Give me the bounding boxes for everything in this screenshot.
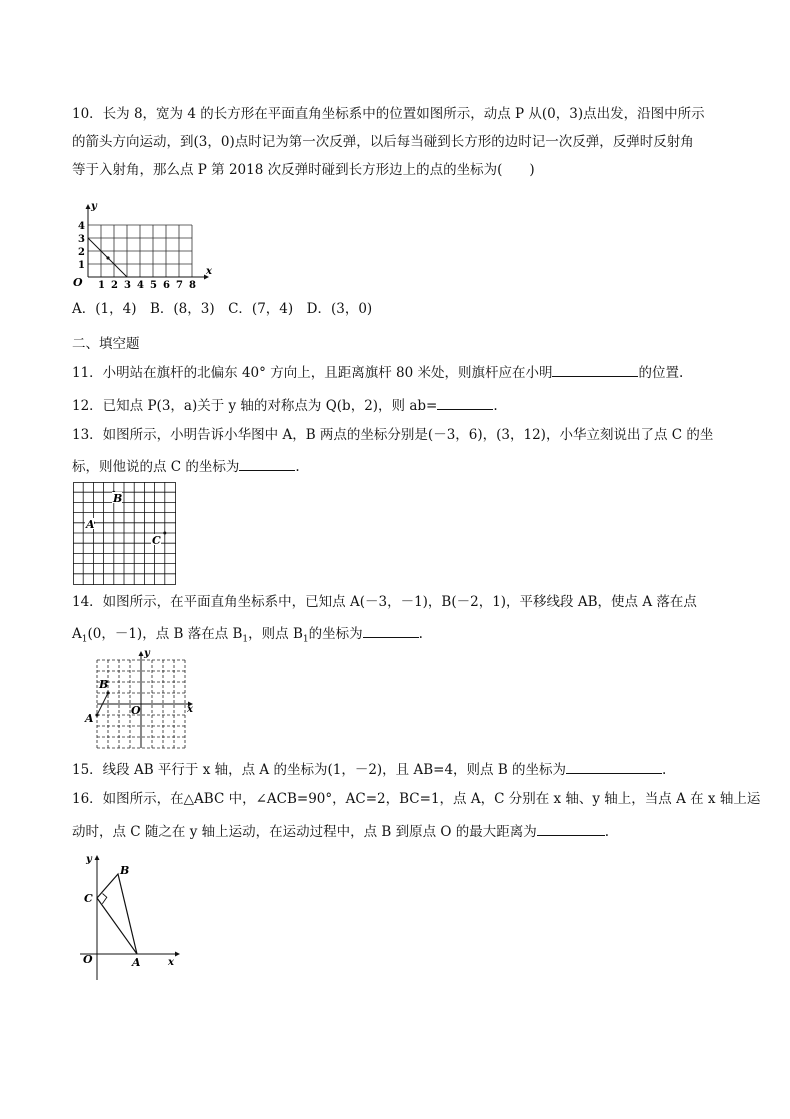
q16-text-after: . [604, 824, 610, 840]
q14-label-a: A [85, 712, 94, 725]
q16-x-label: x [168, 957, 174, 968]
q11-text-after: 的位置. [638, 365, 684, 381]
q10-options: A．(1，4) B．(8，3) C．(7，4) D．(3，0) [72, 301, 373, 317]
q16-answer-blank[interactable] [537, 821, 605, 836]
q10-x-tick-3: 3 [124, 280, 131, 291]
q13-point-c [163, 532, 166, 535]
q14-a1-subscript: 1 [81, 634, 88, 645]
q10-point-p [106, 256, 109, 259]
q13-text-after: . [295, 459, 300, 475]
q10-text-line-1: 10．长为 8，宽为 4 的长方形在平面直角坐标系中的位置如图所示，动点 P 从(0，3)点出发，沿图中所示 [72, 106, 705, 122]
q12-text-after: . [493, 398, 498, 414]
q14-text-line-1: 14．如图所示，在平面直角坐标系中，已知点 A(－3，－1)，B(－2，1)，平移线段 AB，使点 A 落在点 [72, 594, 697, 610]
q10-x-tick-5: 5 [150, 280, 157, 291]
q14-text-mid-2: ，则点 B [248, 626, 303, 642]
q13-label-b: B [113, 492, 123, 505]
section-title-fill-blank: 二、填空题 [72, 336, 140, 352]
q14-text-mid: (0，－1)，点 B 落在点 B [87, 626, 243, 642]
q13-figure [73, 482, 177, 586]
q10-origin-label: O [73, 276, 83, 289]
q15-answer-blank[interactable] [566, 759, 662, 774]
q13-text-line-1: 13．如图所示，小明告诉小华图中 A，B 两点的坐标分别是(－3，6)，(3，12)，小华立刻说出了点 C 的坐 [72, 427, 714, 443]
q14-b1-subscript-2: 1 [302, 634, 309, 645]
q10-y-tick-3: 3 [78, 234, 85, 245]
q13-label-a: A [86, 518, 95, 531]
q11-text [72, 362, 683, 382]
q16-label-a: A [132, 956, 141, 969]
q10-x-tick-7: 7 [176, 280, 183, 291]
q11-text-before: 11．小明站在旗杆的北偏东 40° 方向上，且距离旗杆 80 米处，则旗杆应在小明 [72, 365, 553, 381]
q10-y-label: y [91, 201, 97, 212]
q10-x-tick-2: 2 [111, 280, 118, 291]
q10-y-tick-4: 4 [78, 221, 85, 232]
q12-answer-blank[interactable] [437, 395, 493, 410]
q16-y-label: y [86, 854, 92, 865]
q14-x-label: x [187, 704, 193, 715]
q10-x-tick-8: 8 [189, 280, 196, 291]
q14-b1-subscript: 1 [242, 634, 249, 645]
q14-text-after: . [418, 626, 423, 642]
q10-y-tick-2: 2 [78, 247, 85, 258]
q14-text-before-blank: 的坐标为 [308, 626, 363, 642]
q13-text-line-2 [72, 456, 300, 476]
q10-x-tick-1: 1 [98, 280, 105, 291]
q14-origin-label: O [131, 704, 141, 717]
q15-text-after: . [662, 762, 667, 778]
q16-text-before: 动时，点 C 随之在 y 轴上运动，在运动过程中，点 B 到原点 O 的最大距离为 [72, 824, 537, 840]
q10-x-label: x [206, 266, 212, 277]
q14-label-b: B [99, 678, 109, 691]
q10-text-line-3: 等于入射角，那么点 P 第 2018 次反弹时碰到长方形边上的点的坐标为( ) [72, 162, 535, 178]
q10-x-tick-4: 4 [137, 280, 144, 291]
q16-figure [80, 850, 184, 982]
q14-a1-label: A [72, 626, 82, 642]
q16-text-line-2 [72, 821, 609, 841]
q10-figure [68, 200, 218, 290]
q16-right-angle-mark [102, 894, 107, 904]
q16-origin-label: O [83, 953, 93, 966]
q13-answer-blank[interactable] [239, 456, 295, 471]
q10-x-tick-6: 6 [163, 280, 170, 291]
q14-y-label: y [144, 648, 150, 659]
q13-text-before: 标，则他说的点 C 的坐标为 [72, 459, 240, 475]
q15-text [72, 759, 666, 779]
q15-text-before: 15．线段 AB 平行于 x 轴，点 A 的坐标为(1，－2)，且 AB=4，则点 B 的坐标为 [72, 762, 567, 778]
q13-label-c: C [152, 534, 161, 547]
q16-text-line-1: 16．如图所示，在△ABC 中，∠ACB=90°，AC=2，BC=1，点 A，C 分别在 x 轴、y 轴上，当点 A 在 x 轴上运 [72, 791, 761, 807]
q16-label-b: B [120, 864, 130, 877]
q10-text-line-2: 的箭头方向运动，到(3，0)点时记为第一次反弹，以后每当碰到长方形的边时记一次反弹，反弹时反射角 [72, 134, 694, 150]
q14-point-a [95, 713, 98, 716]
q16-triangle-abc [97, 874, 137, 954]
q14-text-line-2 [72, 623, 423, 649]
q12-text [72, 395, 498, 415]
q11-answer-blank[interactable] [552, 362, 638, 377]
q16-label-c: C [84, 892, 93, 905]
q12-text-before: 12．已知点 P(3，a)关于 y 轴的对称点为 Q(b，2)，则 ab= [72, 398, 438, 414]
q14-answer-blank[interactable] [363, 623, 419, 638]
q10-y-tick-1: 1 [78, 260, 85, 271]
q14-point-b [106, 691, 109, 694]
q14-figure [84, 648, 196, 750]
